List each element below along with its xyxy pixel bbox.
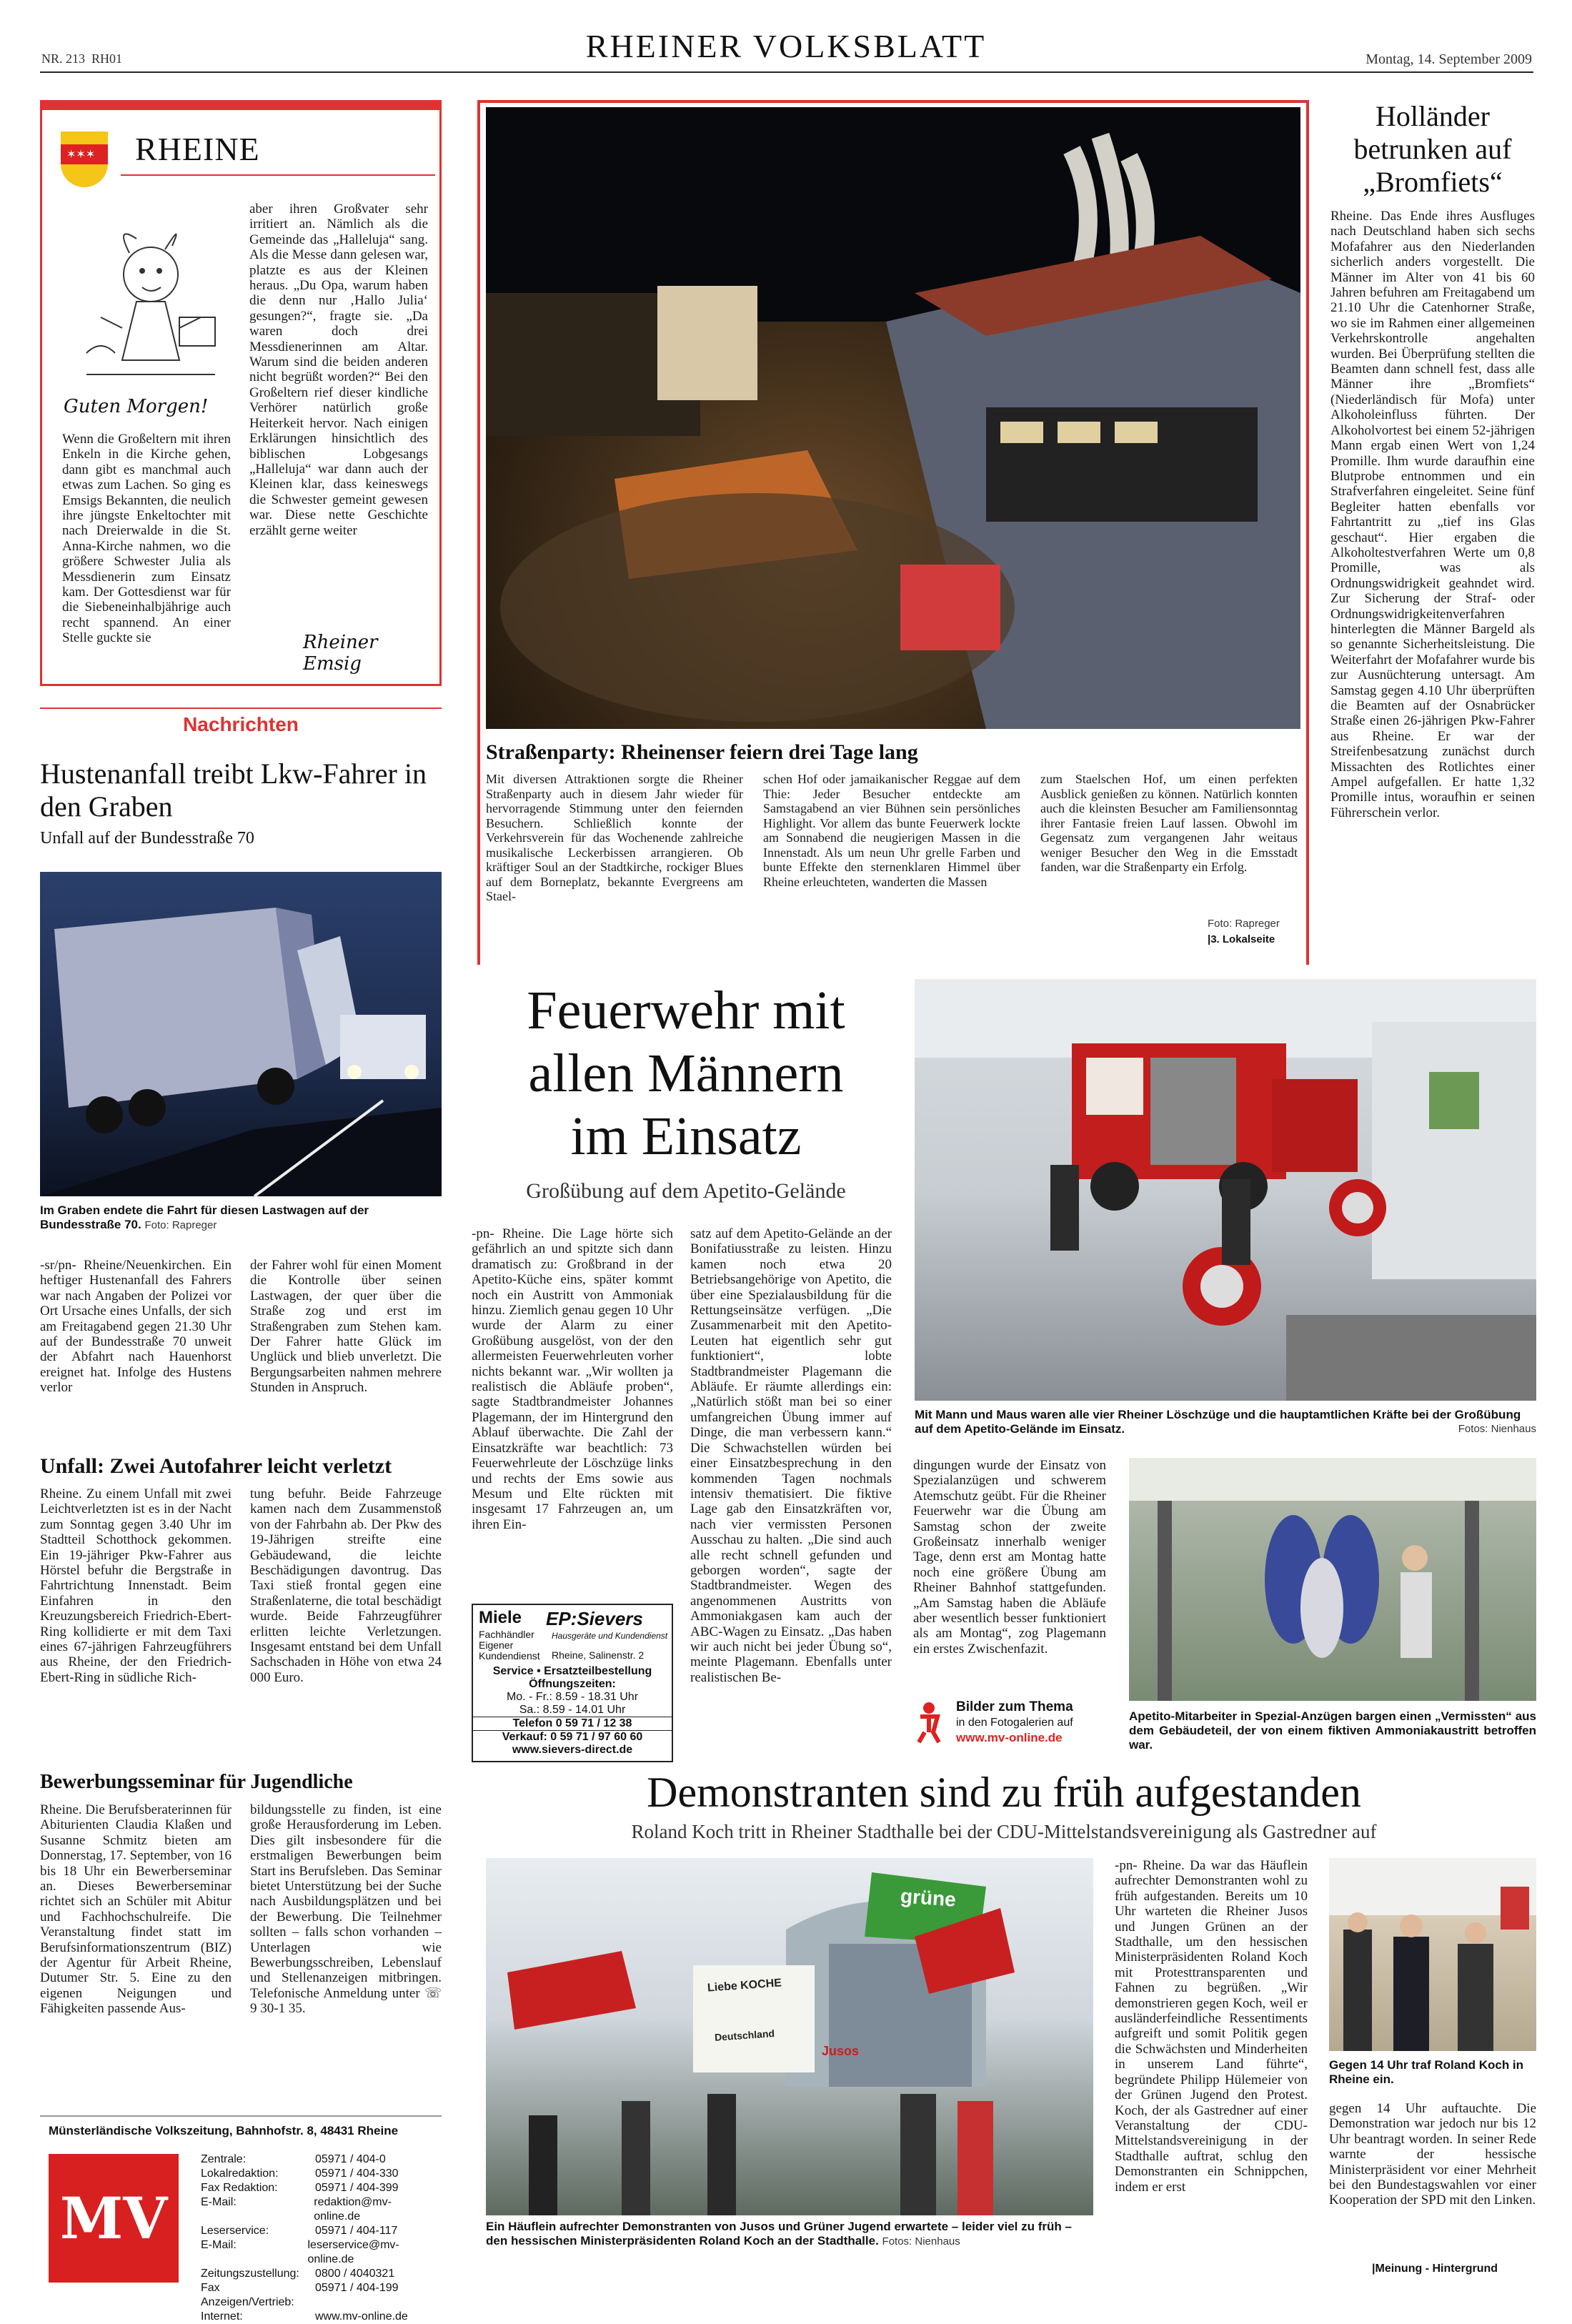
ad-oeffnungszeiten: Öffnungszeiten: bbox=[529, 1678, 616, 1690]
strassenparty-headline: Straßenparty: Rheinenser feiern drei Tage lang bbox=[486, 740, 918, 764]
masthead-issue bbox=[41, 51, 122, 66]
party-photo-frame-top bbox=[477, 100, 1309, 103]
bewerbung-column-2: bildungsstelle zu finden, ist eine große Herausforderung im Leben. Dies gilt insbesondere für die erstmaligen Bewerbungen beim Start ins Berufsleben. Das Seminar bietet Unterstützung bei der Suche nach Ausbildungsplätzen und bei der Bewerbung. Die Teilnehmer sollten – falls schon vorhanden – Unterlagen wie Bewerbungsschreiben, Lebenslauf und Stellenanzeigen mitbringen. Telefonische Anmeldung unter ☏ 9 30-1 35. bbox=[250, 1802, 442, 2017]
mv-contact-row bbox=[201, 2267, 437, 2281]
demonstrators-caption-text: Ein Häuflein aufrechter Demonstranten von Jusos und Grüner Jugend erwartete – leider viel zu früh – den hessischen Ministerpräsidenten Roland Koch an der Stadthalle. bbox=[486, 2220, 1072, 2248]
demo-ref-text: Meinung - Hintergrund bbox=[1375, 2263, 1498, 2275]
mv-contact-row bbox=[201, 2281, 437, 2310]
hustenanfall-column-2: der Fahrer wohl für einen Moment die Kontrolle über seinen Lastwagen, der quer über die Straße zog und erst im Straßengraben zum Stehen kam. Der Fahrer hatte Glück im Unglück und blieb unverletzt. Die Bergungsarbeiten nahmen mehrere Stunden in Anspruch. bbox=[250, 1258, 442, 1396]
demo-body-2: gegen 14 Uhr auftauchte. Die Demonstration war jedoch nur bis 12 Uhr beantragt worden. In seiner Rede warnte der hessische Ministerpräsident vor einer Mehrheit bei den Bundestagswahlen vor einer Kooperation der SPD mit den Linken. bbox=[1329, 2101, 1536, 2208]
hollaender-headline: Holländer betrunken auf „Bromfiets“ bbox=[1353, 100, 1512, 198]
protective-suits-photo bbox=[1129, 1458, 1536, 1701]
ep-sievers-brand: EP:Sievers bbox=[546, 1608, 643, 1629]
unfall-headline: Unfall: Zwei Autofahrer leicht verletzt bbox=[40, 1454, 392, 1478]
rheine-coat-of-arms: ✶✶✶ bbox=[61, 131, 108, 187]
banner-text-2: Deutschland bbox=[714, 2027, 775, 2043]
mv-contact-value: 05971 / 404-199 bbox=[315, 2282, 399, 2294]
fire-trucks-caption-text: Mit Mann und Maus waren alle vier Rheiner Löschzüge und die hauptamtlichen Kräfte bei der Großübung auf dem Apetito-Gelände im Einsatz. bbox=[915, 1408, 1521, 1436]
party-photo-frame bbox=[477, 100, 480, 965]
ad-tagline: Hausgeräte und Kundendienst bbox=[552, 1631, 668, 1641]
mv-contact-row bbox=[201, 2238, 437, 2267]
bewerbung-column-1: Rheine. Die Berufsberaterinnen für Abiturienten Claudia Klaßen und Susanne Schmitz bieten am Donnerstag, 17. September, von 16 bis 18 Uhr ein Bewerberseminar an. Dieses Bewerberseminar richtet sich an Schüler mit Abitur und Fachhochschulreife. Die Veranstaltung findet statt im Berufsinformationszentrum (BIZ) der Agentur für Arbeit Rheine, Dutumer Str. 5. Eine zu den eigenen Neigungen und Fähigkeiten passende Aus- bbox=[40, 1802, 232, 2017]
mv-contact-row bbox=[201, 2195, 437, 2224]
mv-contact-value[interactable]: leserservice@mv-online.de bbox=[307, 2239, 399, 2265]
bilder-zum-thema-box[interactable] bbox=[913, 1698, 1106, 1748]
emsig-signature: Rheiner Emsig bbox=[303, 632, 378, 675]
roland-koch-photo bbox=[1329, 1858, 1536, 2051]
ad-service: Service • Ersatzteilbestellung bbox=[492, 1665, 652, 1677]
roland-koch-caption: Gegen 14 Uhr traf Roland Koch in Rheine ein. bbox=[1329, 2058, 1524, 2086]
mv-contact-value: 0800 / 4040321 bbox=[315, 2268, 395, 2280]
mv-contact-label: Leserservice: bbox=[201, 2225, 269, 2237]
ad-website[interactable]: www.sievers-direct.de bbox=[512, 1744, 633, 1756]
bilder-link[interactable]: www.mv-online.de bbox=[956, 1731, 1063, 1744]
mv-contact-box bbox=[40, 2115, 442, 2323]
bewerbung-headline: Bewerbungsseminar für Jugendliche bbox=[40, 1771, 353, 1793]
mv-contact-label: Zentrale: bbox=[201, 2153, 247, 2165]
nachrichten-label: Nachrichten bbox=[40, 707, 442, 736]
unfall-column-1: Rheine. Zu einem Unfall mit zwei Leichtverletzten ist es in der Nacht zum Sonntag gegen 3.40 Uhr im Stadtteil Schotthock gekommen. Ein 19-jähriger Pkw-Fahrer aus Hörstel befuhr die Bergstraße in Fahrtrichtung Innenstadt. Beim Einfahren in den Kreuzungsbereich Friedrich-Ebert-Ring kollidierte er mit dem Taxi eines 67-jährigen Fahrzeugführers aus Rheine, der den Friedrich-Ebert-Ring in südliche Rich- bbox=[40, 1486, 232, 1685]
fire-trucks-credit: Fotos: Nienhaus bbox=[1458, 1423, 1536, 1435]
feuerwehr-column-2: satz auf dem Apetito-Gelände an der Bonifatiusstraße zu leisten. Hinzu kamen noch etwa 20 Betriebsangehörige von Apetito, die über eine Spezialausbildung für die Rettungseinsätze verfügen. „Die Zusammenarbeit mit den Apetito-Leuten hat eigentlich sehr gut funktioniert“, lobte Stadtbrandmeister Plagemann die Abläufe. Er räumte allerdings ein: „Natürlich stößt man bei so einer umfangreichen Übung immer auf Dinge, die man verbessern kann.“ Die Schwachstellen würden bei einer Einsatzbesprechung in den kommenden Tagen nochmals intensiv thematisiert. Die fiktive Lage gab den Einsatzkräften vor, nach vier vermissten Personen Ausschau zu halten. „Die sind auch alle recht schnell gefunden und geborgen worden“, sagte der Stadtbrandmeister. Wegen des angenommenen Austritts von Ammoniakgasen kam auch der ABC-Wagen zu Einsatz. „Das haben wir auch nicht bei jeder Übung so“, meinte Plagemann. Ebenfalls unter realistischen Be- bbox=[690, 1226, 892, 1685]
strassenparty-column-2: schen Hof oder jamaikanischer Reggae auf dem Thie: Jeder Besucher entdeckte am Samstagabend an vier Bühnen sein persönliches Highlight. Vor allem das bunte Feuerwerk lockte am Sonnabend die neugierigen Massen in die Innenstadt. Als um neun Uhr grelle Farben und bunte Effekte den sternenklaren Himmel über Rheine erleuchteten, wanderten die Massen bbox=[763, 772, 1020, 889]
mv-contact-value: 05971 / 404-399 bbox=[315, 2182, 399, 2194]
hollaender-body: Rheine. Das Ende ihres Ausfluges nach Deutschland haben sich sechs Mofafahrer aus den Niederlanden sicherlich anders vorgestellt. Die Männer im Alter von 41 bis 60 Jahren befuhren am Freitagabend um 21.10 Uhr die Catenhorner Straße, wo sie im Rahmen einer allgemeinen Verkehrskontrolle angehalten wurden. Bei Überprüfung stellten die Beamten dann schnell fest, dass alle Männer ihre „Bromfiets“ (Niederländisch für Mofa) unter Alkoholeinfluss führten. Der Alkoholvortest bei einem 52-jährigen Mann ergab einen Wert von 1,24 Promille. Ihm wurde daraufhin eine Blutprobe entnommen und ein Strafverfahren eingeleitet. Seine fünf Begleiter hatten ebenfalls vor Fahrtantritt zu „tief ins Glas geschaut“. Hier ergaben die Alkoholtestverfahren Werte um 0,8 Promille, was als Ordnungswidrigkeit geahndet wird. Zur Sicherung der Straf- oder Ordnungswidrigkeitenverfahren hinterlegten die Männer Bargeld als so genannte Sicherheitsleistung. Die Weiterfahrt der Mofafahrer wurde bis zur Ausnüchterung untersagt. Am Samstag gegen 4.10 Uhr überprüften die Beamten auf der Osnabrücker Straße einen 26-jährigen Pkw-Fahrer aus Rheine. Er war der Streifenbesatzung zunächst durch Missachten des Rotlichtes einer Ampel aufgefallen. Er hatte 1,32 Promille intus, woraufhin er seinen Führerschein verlor. bbox=[1330, 209, 1535, 820]
unfall-column-2: tung befuhr. Beide Fahrzeuge kamen nach dem Zusammenstoß von der Fahrbahn ab. Der Pkw des 19-Jährigen streifte eine Gebäudewand, die leichte Beschädigungen davontrug. Das Taxi stieß frontal gegen eine Straßenlaterne, die total beschädigt wurde. Beide Fahrzeugführer erlitten leichte Verletzungen. Insgesamt entstand bei dem Unfall Sachschaden in Höhe von etwa 24 000 Euro. bbox=[250, 1486, 442, 1685]
demo-subhead: Roland Koch tritt in Rheiner Stadthalle bei der CDU-Mittelstandsvereinigung als Gastredner auf bbox=[631, 1821, 1377, 1842]
camera-person-icon bbox=[913, 1701, 945, 1744]
feuerwehr-headline-line1: Feuerwehr mit bbox=[527, 980, 845, 1041]
ad-line3: Kundendienst bbox=[479, 1650, 540, 1662]
masthead-rule bbox=[40, 71, 1533, 73]
fire-trucks-photo bbox=[915, 979, 1536, 1401]
ad-line2: Eigener bbox=[479, 1639, 514, 1651]
mv-contact-label: Fax Redaktion: bbox=[201, 2182, 278, 2194]
mv-contact-row bbox=[201, 2167, 437, 2181]
ad-line1: Fachhändler bbox=[479, 1629, 534, 1640]
strassenparty-column-1: Mit diversen Attraktionen sorgte die Rheiner Straßenparty auch in diesem Jahr wieder für hervorragende Stimmung unter den feiernden Besuchern. Schließlich konnte der Verkehrsverein für das Wochenende zahlreiche musikalische Leckerbissen arrangieren. Ob kräftiger Soul an der Stadtkirche, rockiger Blues auf dem Borneplatz, bekannte Evergreens am Stael- bbox=[486, 772, 743, 903]
mv-contact-row bbox=[201, 2152, 437, 2167]
mv-contact-label: Internet: bbox=[201, 2310, 243, 2323]
bilder-title: Bilder zum Thema bbox=[956, 1699, 1073, 1714]
miele-ep-sievers-ad[interactable] bbox=[472, 1604, 673, 1762]
ad-address: Rheine, Salinenstr. 2 bbox=[552, 1649, 645, 1661]
mv-contact-value[interactable]: www.mv-online.de bbox=[315, 2310, 408, 2323]
rheine-header-rule bbox=[121, 174, 435, 176]
bilder-sub: in den Fotogalerien auf bbox=[956, 1717, 1073, 1729]
banner-text-1: Liebe KOCHE bbox=[707, 1977, 782, 1995]
flag-text-gruene: grüne bbox=[900, 1884, 957, 1911]
strassenparty-page-ref: |3. Lokalseite bbox=[1208, 933, 1275, 945]
emsig-column-1: Wenn die Großeltern mit ihren Enkeln in die Kirche gehen, dann gibt es manchmal auch etwas zum Lachen. So ging es Emsigs Bekannten, die neulich ihre jüngste Enkeltochter mit nach Dreierwalde in die St. Anna-Kirche nahmen, wo die größere Schwester Julia als Messdienerin zum Einsatz kam. Der Gottesdienst war für die Siebeneinhalbjährige auch recht spannend. An einer Stelle guckte sie bbox=[62, 432, 231, 646]
mv-contact-row bbox=[201, 2310, 437, 2324]
demonstrators-caption bbox=[486, 2220, 1093, 2249]
party-photo-frame-right bbox=[1306, 100, 1309, 965]
demonstrators-photo bbox=[486, 1858, 1093, 2215]
rheine-header: RHEINE bbox=[135, 131, 260, 167]
flag-text-jusos: Jusos bbox=[822, 2044, 860, 2058]
demo-page-ref: |Meinung - Hintergrund bbox=[1372, 2263, 1498, 2275]
hustenanfall-credit: Foto: Rapreger bbox=[144, 1219, 217, 1231]
mv-contact-label: E-Mail: bbox=[201, 2239, 237, 2251]
mv-contact-label: E-Mail: bbox=[201, 2196, 237, 2208]
feuerwehr-column-1: -pn- Rheine. Die Lage hörte sich gefährlich an und spitzte sich dann dramatisch zu: Großbrand in der Apetito-Küche eins, später kommt noch ein Austritt von Ammoniak hinzu. Ziemlich genau gegen 10 Uhr wurde der Alarm zu einer Großübung ausgelöst, von der den allermeisten Feuerwehrleuten vorher nichts bekannt war. „Wir wollten ja realistisch die Abläufe proben“, sagte Stadtbrandmeister Johannes Plagemann, der im Hintergrund den Ablauf überwachte. Die Zahl der Einsatzkräfte war beachtlich: 73 Feuerwehrleute der Löschzüge links und rechts der Ems sowie aus Mesum und Elte rückten mit insgesamt 17 Fahrzeugen an, um ihren Ein- bbox=[472, 1226, 673, 1532]
ad-hours-weekday: Mo. - Fr.: 8.59 - 18.31 Uhr bbox=[506, 1691, 639, 1703]
mv-contact-value[interactable]: redaktion@mv-online.de bbox=[314, 2196, 392, 2223]
feuerwehr-headline bbox=[472, 979, 900, 1168]
mv-contact-value: 05971 / 404-0 bbox=[315, 2153, 386, 2165]
protective-suits-caption: Apetito-Mitarbeiter in Spezial-Anzügen bargen einen „Vermissten“ aus dem Gebäudeteil, der von einem fiktiven Ammoniakaustritt betroffen war. bbox=[1129, 1709, 1536, 1752]
mv-contact-row bbox=[201, 2181, 437, 2195]
truck-accident-photo bbox=[40, 872, 442, 1196]
hustenanfall-subhead: Unfall auf der Bundesstraße 70 bbox=[40, 829, 254, 848]
demo-body: -pn- Rheine. Da war das Häuflein aufrechter Demonstranten wohl zu früh aufgestanden. Bereits um 10 Uhr warteten die Rheiner Jusos und Jungen Grünen an der Stadthalle, um den hessischen Ministerpräsidenten Roland Koch mit Protesttransparenten und Fahnen zu begrüßen. „Wir demonstrieren gegen Koch, weil er ausländerfeindliche Ressentiments aufgreift und somit Politik gegen die Schwächsten und Minderheiten in unserem Land führte“, begründete Philipp Hülemeier von der Grünen Jugend den Protest. Koch, der als Gastredner auf einer Veranstaltung der CDU-Mittelstandsvereinigung in der Stadthalle auftrat, schlug den Demonstranten ein Schnippchen, indem er erst bbox=[1115, 1858, 1308, 2195]
ad-hours-saturday: Sa.: 8.59 - 14.01 Uhr bbox=[519, 1704, 626, 1716]
feuerwehr-headline-line3: im Einsatz bbox=[570, 1106, 802, 1166]
greeting-text: Guten Morgen! bbox=[64, 396, 209, 417]
edition-code: RH01 bbox=[91, 51, 123, 66]
mv-contact-value: 05971 / 404-117 bbox=[315, 2225, 398, 2237]
mv-contact-label: Lokalredaktion: bbox=[201, 2167, 279, 2180]
street-party-photo bbox=[486, 107, 1300, 729]
mv-address: Münsterländische Volkszeitung, Bahnhofstr. 8, 48431 Rheine bbox=[49, 2124, 399, 2137]
masthead-title: RHEINER VOLKSBLATT bbox=[585, 28, 987, 64]
ad-telefon: Telefon 0 59 71 / 12 38 bbox=[473, 1717, 672, 1730]
demo-headline: Demonstranten sind zu früh aufgestanden bbox=[647, 1769, 1361, 1816]
strassenparty-column-3: zum Staelschen Hof, um einen perfekten Ausblick genießen zu können. Natürlich konnten auch die kleinsten Besucher am Familiensonntag ihrer Fantasie freien Lauf lassen. Obwohl im Gegensatz zum vergangenen Jahr weitaus weniger Besucher den Weg in die Emsstadt fanden, war die Straßenparty ein Erfolg. bbox=[1040, 772, 1298, 874]
mv-contact-value: 05971 / 404-330 bbox=[315, 2167, 399, 2180]
hustenanfall-caption-text: Im Graben endete die Fahrt für diesen Lastwagen auf der Bundesstraße 70. bbox=[40, 1203, 369, 1231]
emsig-cartoon-illustration bbox=[58, 210, 237, 389]
strassenparty-ref-text: 3. Lokalseite bbox=[1210, 933, 1275, 945]
mv-logo: MV bbox=[49, 2154, 179, 2283]
ad-verkauf: Verkauf: 0 59 71 / 97 60 60 bbox=[473, 1730, 672, 1744]
strassenparty-credit: Foto: Rapreger bbox=[1208, 918, 1280, 930]
masthead-date: Montag, 14. September 2009 bbox=[1365, 51, 1532, 67]
emsig-column-2: aber ihren Großvater sehr irritiert an. Nämlich als die Gemeinde das „Halleluja“ sang. Als die Messe dann gelesen war, platzte es aus der Kleinen heraus. „Du Opa, warum haben die denn nur ‚Hallo Julia‘ gesungen?“, fragte sie. „Da waren doch drei Messdienerinnen am Altar. Warum sind die beiden anderen nicht begrüßt worden?“ Bei den Großeltern rief dieser kindliche Verhörer natürlich große Heiterkeit hervor. Nach einigen Erklärungen hinsichtlich des biblischen Lobgesangs „Halleluja“ war dann auch der Kleinen klar, dass keineswegs die Schwester gemeint gewesen war. Diese nette Geschichte erzählt gerne weiter bbox=[249, 202, 428, 538]
rheine-box bbox=[40, 100, 442, 686]
feuerwehr-subhead: Großübung auf dem Apetito-Gelände bbox=[526, 1179, 846, 1203]
ad-info bbox=[473, 1665, 672, 1757]
ad-fachhaendler bbox=[479, 1629, 540, 1662]
hustenanfall-column-1: -sr/pn- Rheine/Neuenkirchen. Ein heftiger Hustenanfall des Fahrers war nach Angaben der Polizei vor Ort Ursache eines Unfalls, der sich am Freitagabend gegen 21.30 Uhr auf der Bundesstraße 70 unweit der Abfahrt nach Hauenhorst ereignet hat. Infolge des Hustens verlor bbox=[40, 1258, 232, 1396]
hustenanfall-caption bbox=[40, 1203, 440, 1233]
demonstrators-credit: Fotos: Nienhaus bbox=[882, 2235, 960, 2248]
miele-brand: Miele bbox=[479, 1608, 522, 1627]
hustenanfall-headline: Hustenanfall treibt Lkw-Fahrer in den Graben bbox=[40, 758, 427, 823]
mv-contact-label: Fax Anzeigen/Vertrieb: bbox=[201, 2282, 294, 2308]
issue-number: NR. 213 bbox=[41, 51, 86, 66]
fire-trucks-caption bbox=[915, 1408, 1536, 1436]
mv-contact-list bbox=[201, 2152, 437, 2324]
feuerwehr-headline-line2: allen Männern bbox=[528, 1043, 844, 1103]
mv-contact-row bbox=[201, 2224, 437, 2238]
feuerwehr-column-3: dingungen wurde der Einsatz von Spezialanzügen und schwerem Atemschutz geübt. Für die Rheiner Feuerwehr war die Übung am Samstag schon der zweite Großeinsatz innerhalb weniger Tage, denn erst am Montag hatte noch eine größere Übung am Rheiner Bahnhof stattgefunden. „Am Samstag haben die Abläufe aber wesentlich besser funktioniert als am Montag“, zog Plagemann ein erstes Zwischenfazit. bbox=[913, 1458, 1106, 1657]
mv-contact-label: Zeitungszustellung: bbox=[201, 2268, 299, 2280]
